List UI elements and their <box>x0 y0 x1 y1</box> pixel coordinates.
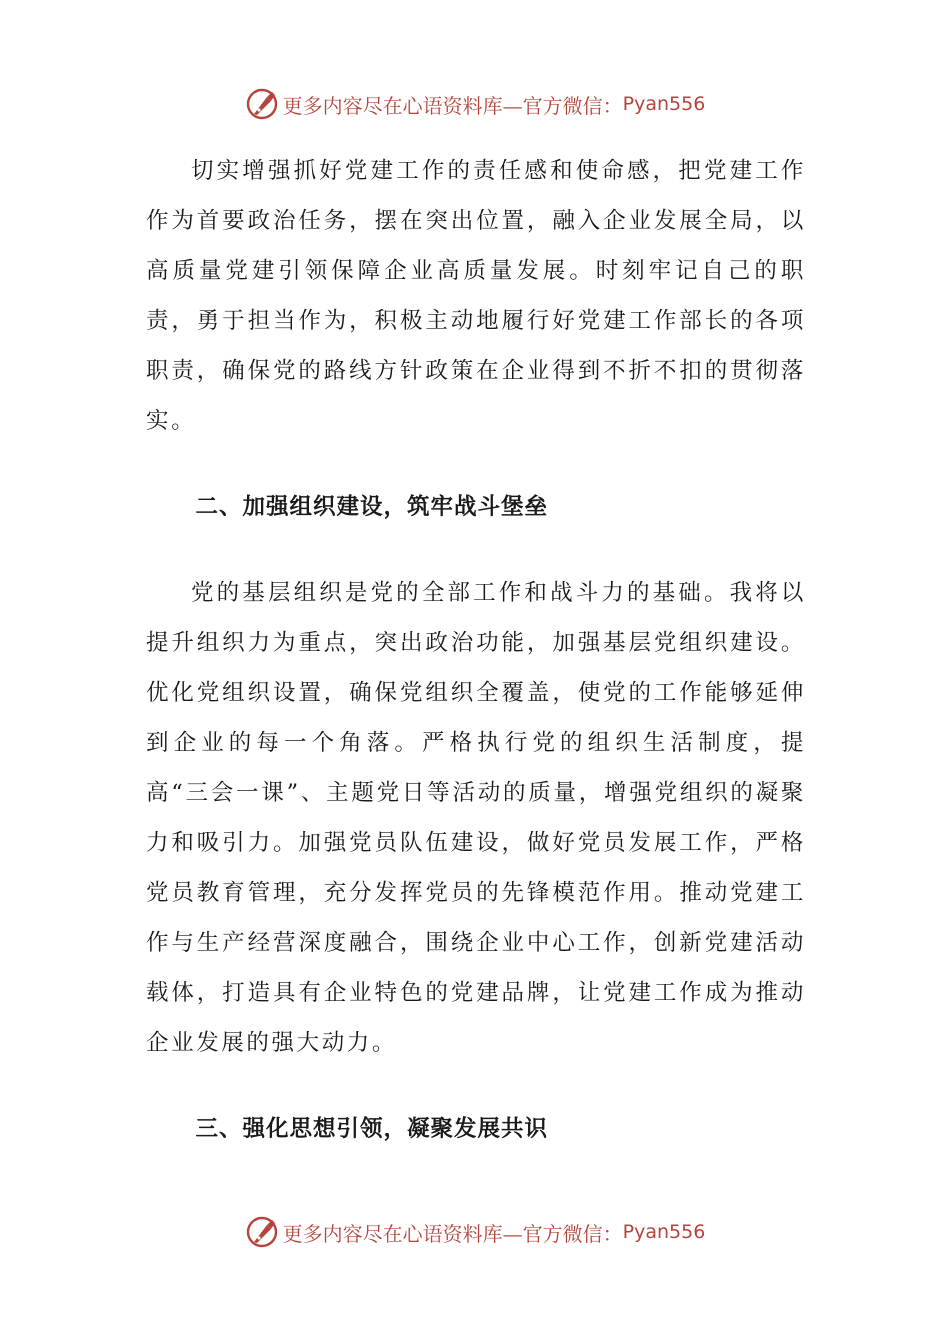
document-body <box>146 146 806 1154</box>
footer-banner <box>0 1212 950 1252</box>
pen-nib-logo-icon <box>245 1215 279 1249</box>
banner-wechat-id: Pyan556 <box>622 1221 706 1243</box>
paragraph-1: 切实增强抓好党建工作的责任感和使命感，把党建工作作为首要政治任务，摆在突出位置，融入企业发展全局，以高质量党建引领保障企业高质量发展。时刻牢记自己的职责，勇于担当作为，积极主动地履行好党建工作部长的各项职责，确保党的路线方针政策在企业得到不折不扣的贯彻落实。 <box>146 158 806 434</box>
header-banner <box>0 84 950 124</box>
paragraph-2: 党的基层组织是党的全部工作和战斗力的基础。我将以提升组织力为重点，突出政治功能，加强基层党组织建设。优化党组织设置，确保党组织全覆盖，使党的工作能够延伸到企业的每一个角落。严格执行党的组织生活制度，提高“三会一课”、主题党日等活动的质量，增强党组织的凝聚力和吸引力。加强党员队伍建设，做好党员发展工作，严格党员教育管理，充分发挥党员的先锋模范作用。推动党建工作与生产经营深度融合，围绕企业中心工作，创新党建活动载体，打造具有企业特色的党建品牌，让党建工作成为推动企业发展的强大动力。 <box>146 580 806 1056</box>
section-heading-3: 三、强化思想引领，凝聚发展共识 <box>195 1116 549 1142</box>
pen-nib-logo-icon <box>245 87 279 121</box>
banner-wechat-id: Pyan556 <box>622 93 706 115</box>
banner-text: 更多内容尽在心语资料库—官方微信： <box>282 1221 623 1246</box>
banner-text: 更多内容尽在心语资料库—官方微信： <box>282 93 623 118</box>
section-heading-2: 二、加强组织建设，筑牢战斗堡垒 <box>195 494 549 520</box>
